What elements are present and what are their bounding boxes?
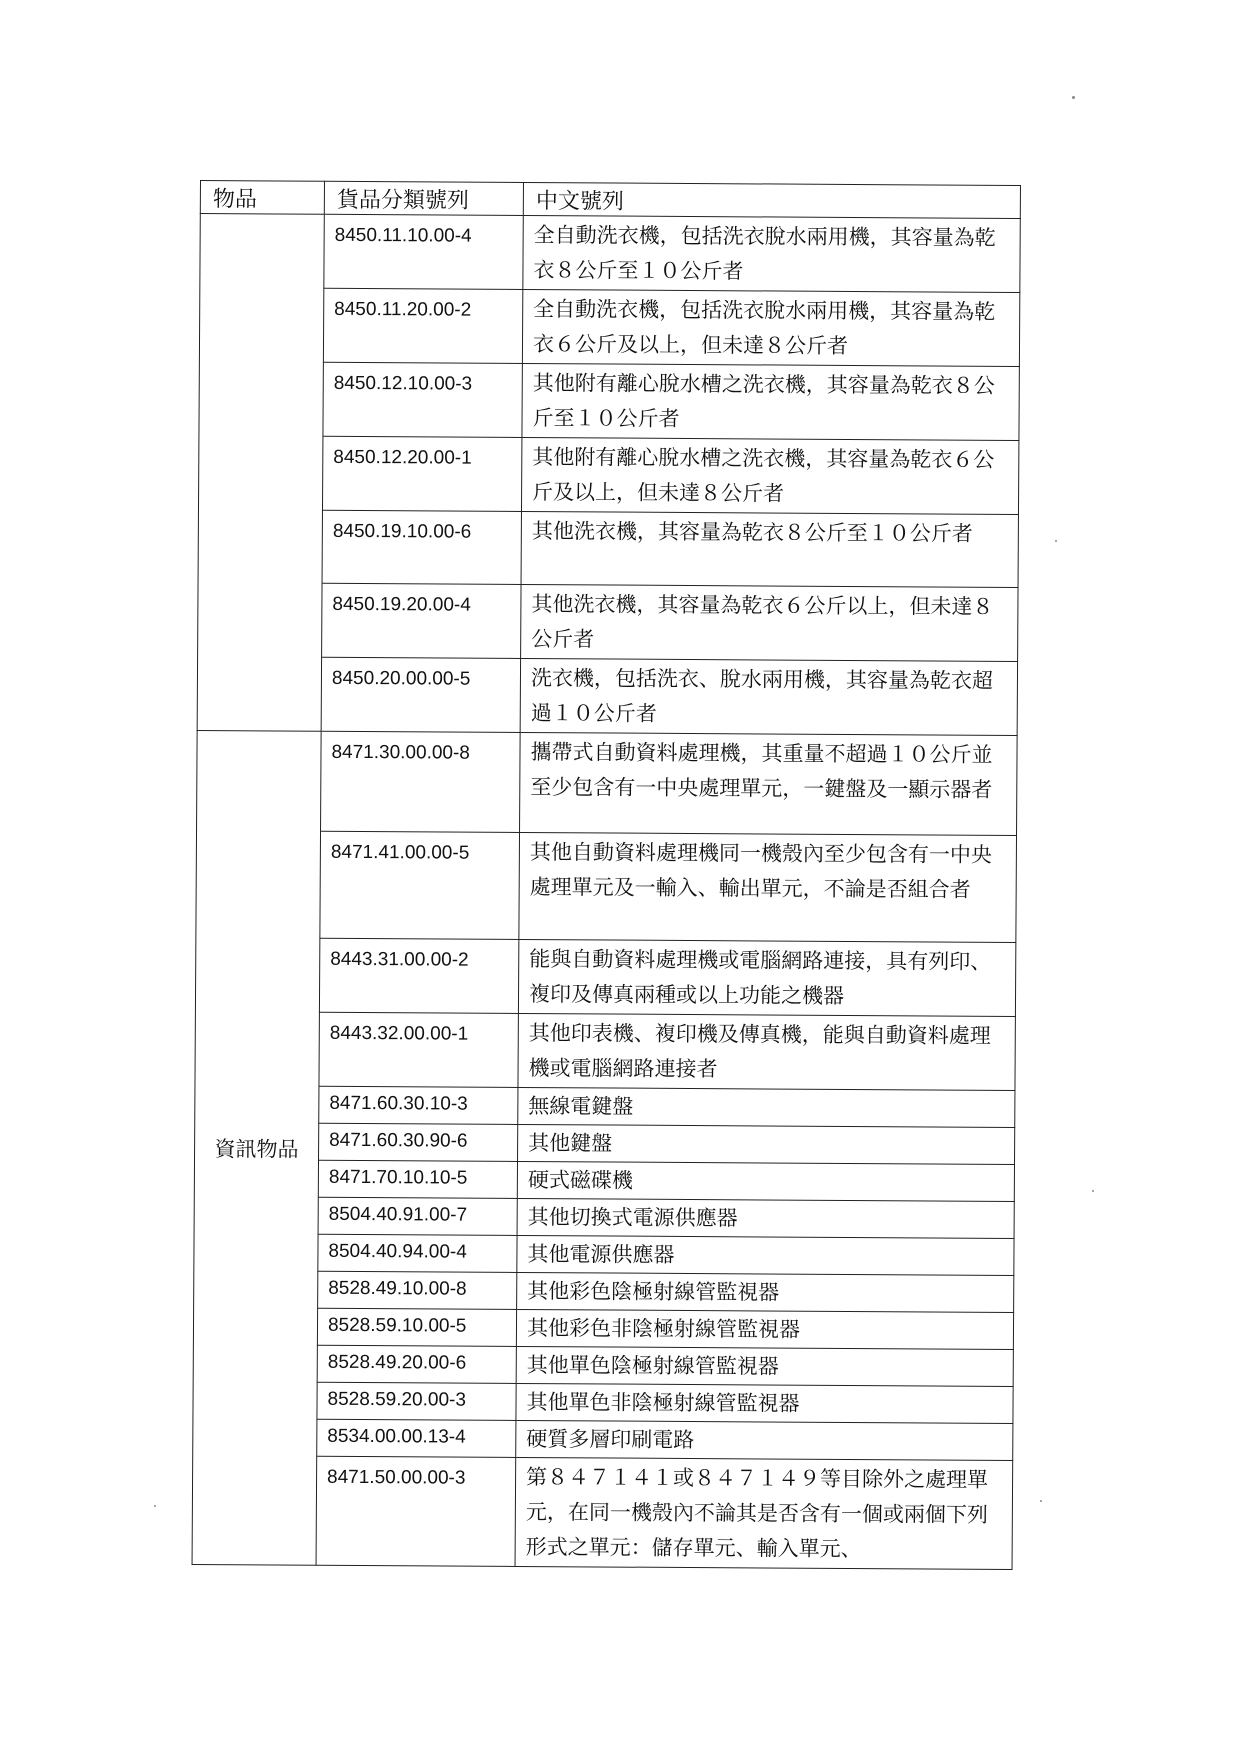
header-code: 貨品分類號列 [324, 181, 523, 215]
table-body [192, 214, 1020, 1570]
description-cell: 其他電源供應器 [517, 1235, 1014, 1275]
description-cell: 其他單色非陰極射線管監視器 [516, 1383, 1013, 1423]
code-cell: 8450.12.10.00-3 [323, 362, 522, 437]
description-cell: 其他洗衣機，其容量為乾衣８公斤至１０公斤者 [521, 511, 1018, 587]
description-cell: 其他切換式電源供應器 [517, 1198, 1014, 1238]
description-cell: 攜帶式自動資料處理機，其重量不超過１０公斤並至少包含有一中央處理單元，一鍵盤及一顯示器者 [520, 732, 1018, 835]
description-cell: 其他附有離心脫水槽之洗衣機，其容量為乾衣６公斤及以上，但未達８公斤者 [521, 437, 1018, 514]
description-cell: 其他附有離心脫水槽之洗衣機，其容量為乾衣８公斤至１０公斤者 [522, 363, 1019, 440]
header-description: 中文號列 [523, 182, 1020, 218]
code-cell: 8504.40.94.00-4 [318, 1234, 517, 1272]
description-cell: 無線電鍵盤 [518, 1087, 1015, 1127]
code-cell: 8471.60.30.10-3 [319, 1086, 518, 1124]
code-cell: 8450.12.20.00-1 [322, 436, 521, 511]
category-cell [197, 214, 324, 732]
description-cell: 其他自動資料處理機同一機殼內至少包含有一中央處理單元及一輸入、輸出單元，不論是否組合者 [519, 832, 1017, 942]
description-cell: 第８４７１４１或８４７１４９等目除外之處理單元，在同一機殼內不論其是否含有一個或兩個下列形式之單元：儲存單元、輸入單元、 [515, 1457, 1013, 1569]
code-cell: 8528.49.20.00-6 [317, 1345, 516, 1383]
code-cell: 8450.11.20.00-2 [323, 288, 522, 363]
scan-speck [1092, 1190, 1094, 1192]
table-row [200, 214, 1020, 293]
code-cell: 8450.19.20.00-4 [322, 583, 521, 658]
description-cell: 洗衣機，包括洗衣、脫水兩用機，其容量為乾衣超過１０公斤者 [520, 658, 1017, 735]
code-cell: 8443.32.00.00-1 [319, 1012, 518, 1087]
category-cell: 資訊物品 [192, 730, 321, 1565]
description-cell: 其他洗衣機，其容量為乾衣６公斤以上，但未達８公斤者 [521, 584, 1018, 661]
tariff-table [192, 180, 1021, 1570]
scan-speck [1072, 96, 1075, 99]
code-cell: 8471.50.00.00-3 [316, 1456, 516, 1566]
code-cell: 8504.40.91.00-7 [318, 1197, 517, 1235]
description-cell: 硬質多層印刷電路 [516, 1420, 1013, 1460]
code-cell: 8443.31.00.00-2 [319, 938, 518, 1013]
code-cell: 8471.70.10.10-5 [318, 1160, 517, 1198]
code-cell: 8471.30.00.00-8 [321, 731, 521, 832]
code-cell: 8528.59.10.00-5 [317, 1308, 516, 1346]
description-cell: 全自動洗衣機，包括洗衣脫水兩用機，其容量為乾衣８公斤至１０公斤者 [523, 215, 1020, 292]
description-cell: 其他單色陰極射線管監視器 [516, 1346, 1013, 1386]
code-cell: 8450.19.10.00-6 [322, 510, 521, 584]
code-cell: 8450.20.00.00-5 [321, 657, 520, 732]
scan-speck [1040, 1500, 1042, 1502]
code-cell: 8471.41.00.00-5 [320, 831, 520, 939]
code-cell: 8528.59.20.00-3 [317, 1382, 516, 1420]
description-cell: 其他彩色陰極射線管監視器 [517, 1272, 1014, 1312]
description-cell: 其他彩色非陰極射線管監視器 [516, 1309, 1013, 1349]
description-cell: 全自動洗衣機，包括洗衣脫水兩用機，其容量為乾衣６公斤及以上，但未達８公斤者 [522, 289, 1019, 366]
code-cell: 8528.49.10.00-8 [318, 1271, 517, 1309]
description-cell: 其他印表機、複印機及傳真機，能與自動資料處理機或電腦網路連接者 [518, 1013, 1015, 1090]
table-row [197, 730, 1018, 835]
scan-speck [154, 1505, 156, 1507]
code-cell: 8534.00.00.13-4 [317, 1419, 516, 1457]
description-cell: 能與自動資料處理機或電腦網路連接，具有列印、複印及傳真兩種或以上功能之機器 [518, 939, 1015, 1016]
description-cell: 其他鍵盤 [518, 1124, 1015, 1164]
header-item: 物品 [200, 181, 324, 215]
description-cell: 硬式磁碟機 [517, 1161, 1014, 1201]
header-row [200, 181, 1020, 219]
code-cell: 8471.60.30.90-6 [319, 1123, 518, 1161]
scan-speck [1055, 540, 1057, 542]
code-cell: 8450.11.10.00-4 [324, 214, 523, 289]
